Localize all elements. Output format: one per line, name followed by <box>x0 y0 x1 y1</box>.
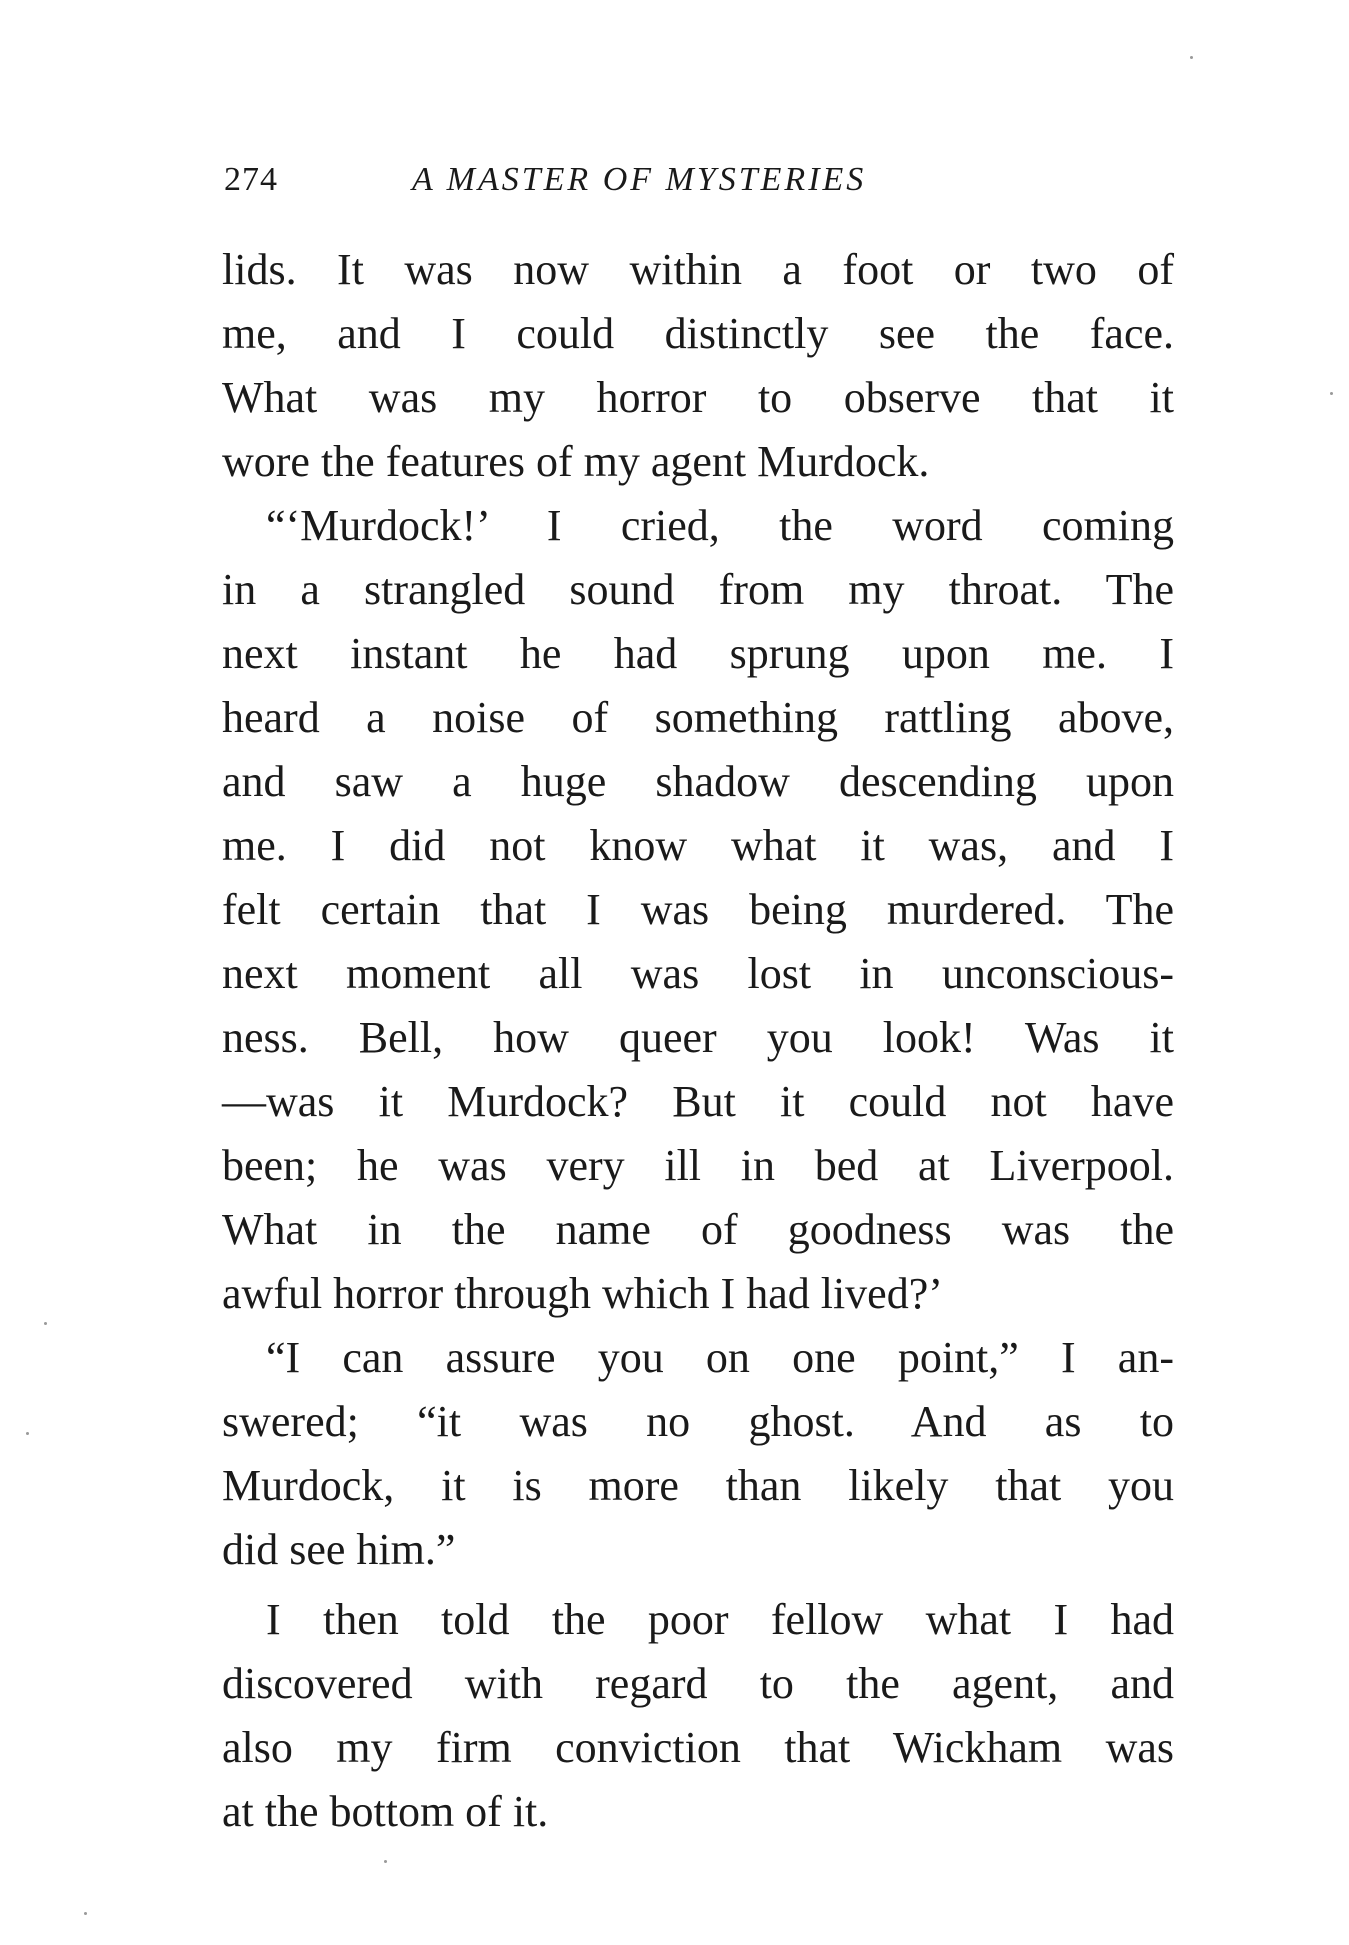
text-line: me, and I could distinctly see the face. <box>222 309 1174 358</box>
text-line: I then told the poor fellow what I had <box>266 1595 1174 1644</box>
text-line: next moment all was lost in unconscious- <box>222 949 1174 998</box>
paper-speck <box>384 1860 387 1863</box>
text-line: also my firm conviction that Wickham was <box>222 1723 1174 1772</box>
text-line: discovered with regard to the agent, and <box>222 1659 1174 1708</box>
paper-speck <box>84 1912 87 1915</box>
paper-speck <box>1190 56 1193 59</box>
text-line: swered; “it was no ghost. And as to <box>222 1397 1174 1446</box>
paper-speck <box>1330 392 1333 395</box>
text-line: What was my horror to observe that it <box>222 373 1174 422</box>
page-number: 274 <box>224 161 278 198</box>
text-line: awful horror through which I had lived?’ <box>222 1269 943 1318</box>
text-line: next instant he had sprung upon me. I <box>222 629 1174 678</box>
text-line: felt certain that I was being murdered. The <box>222 885 1174 934</box>
body-text <box>222 238 1174 1844</box>
text-line: heard a noise of something rattling above, <box>222 693 1174 742</box>
text-line: Murdock, it is more than likely that you <box>222 1461 1174 1510</box>
text-line: wore the features of my agent Murdock. <box>222 437 930 486</box>
text-line: did see him.” <box>222 1525 456 1574</box>
text-line: me. I did not know what it was, and I <box>222 821 1174 870</box>
text-line: lids. It was now within a foot or two of <box>222 245 1174 294</box>
paper-speck <box>44 1322 47 1325</box>
text-line: What in the name of goodness was the <box>222 1205 1174 1254</box>
text-line: been; he was very ill in bed at Liverpool. <box>222 1141 1174 1190</box>
text-line: at the bottom of it. <box>222 1787 549 1836</box>
running-title: A MASTER OF MYSTERIES <box>412 161 867 198</box>
text-line: —was it Murdock? But it could not have <box>222 1077 1174 1126</box>
text-line: and saw a huge shadow descending upon <box>222 757 1174 806</box>
text-line: “I can assure you on one point,” I an- <box>266 1333 1174 1382</box>
paper-speck <box>26 1432 29 1435</box>
text-line: “‘Murdock!’ I cried, the word coming <box>266 501 1174 550</box>
running-head <box>224 150 1174 210</box>
text-line: ness. Bell, how queer you look! Was it <box>222 1013 1174 1062</box>
text-line: in a strangled sound from my throat. The <box>222 565 1174 614</box>
